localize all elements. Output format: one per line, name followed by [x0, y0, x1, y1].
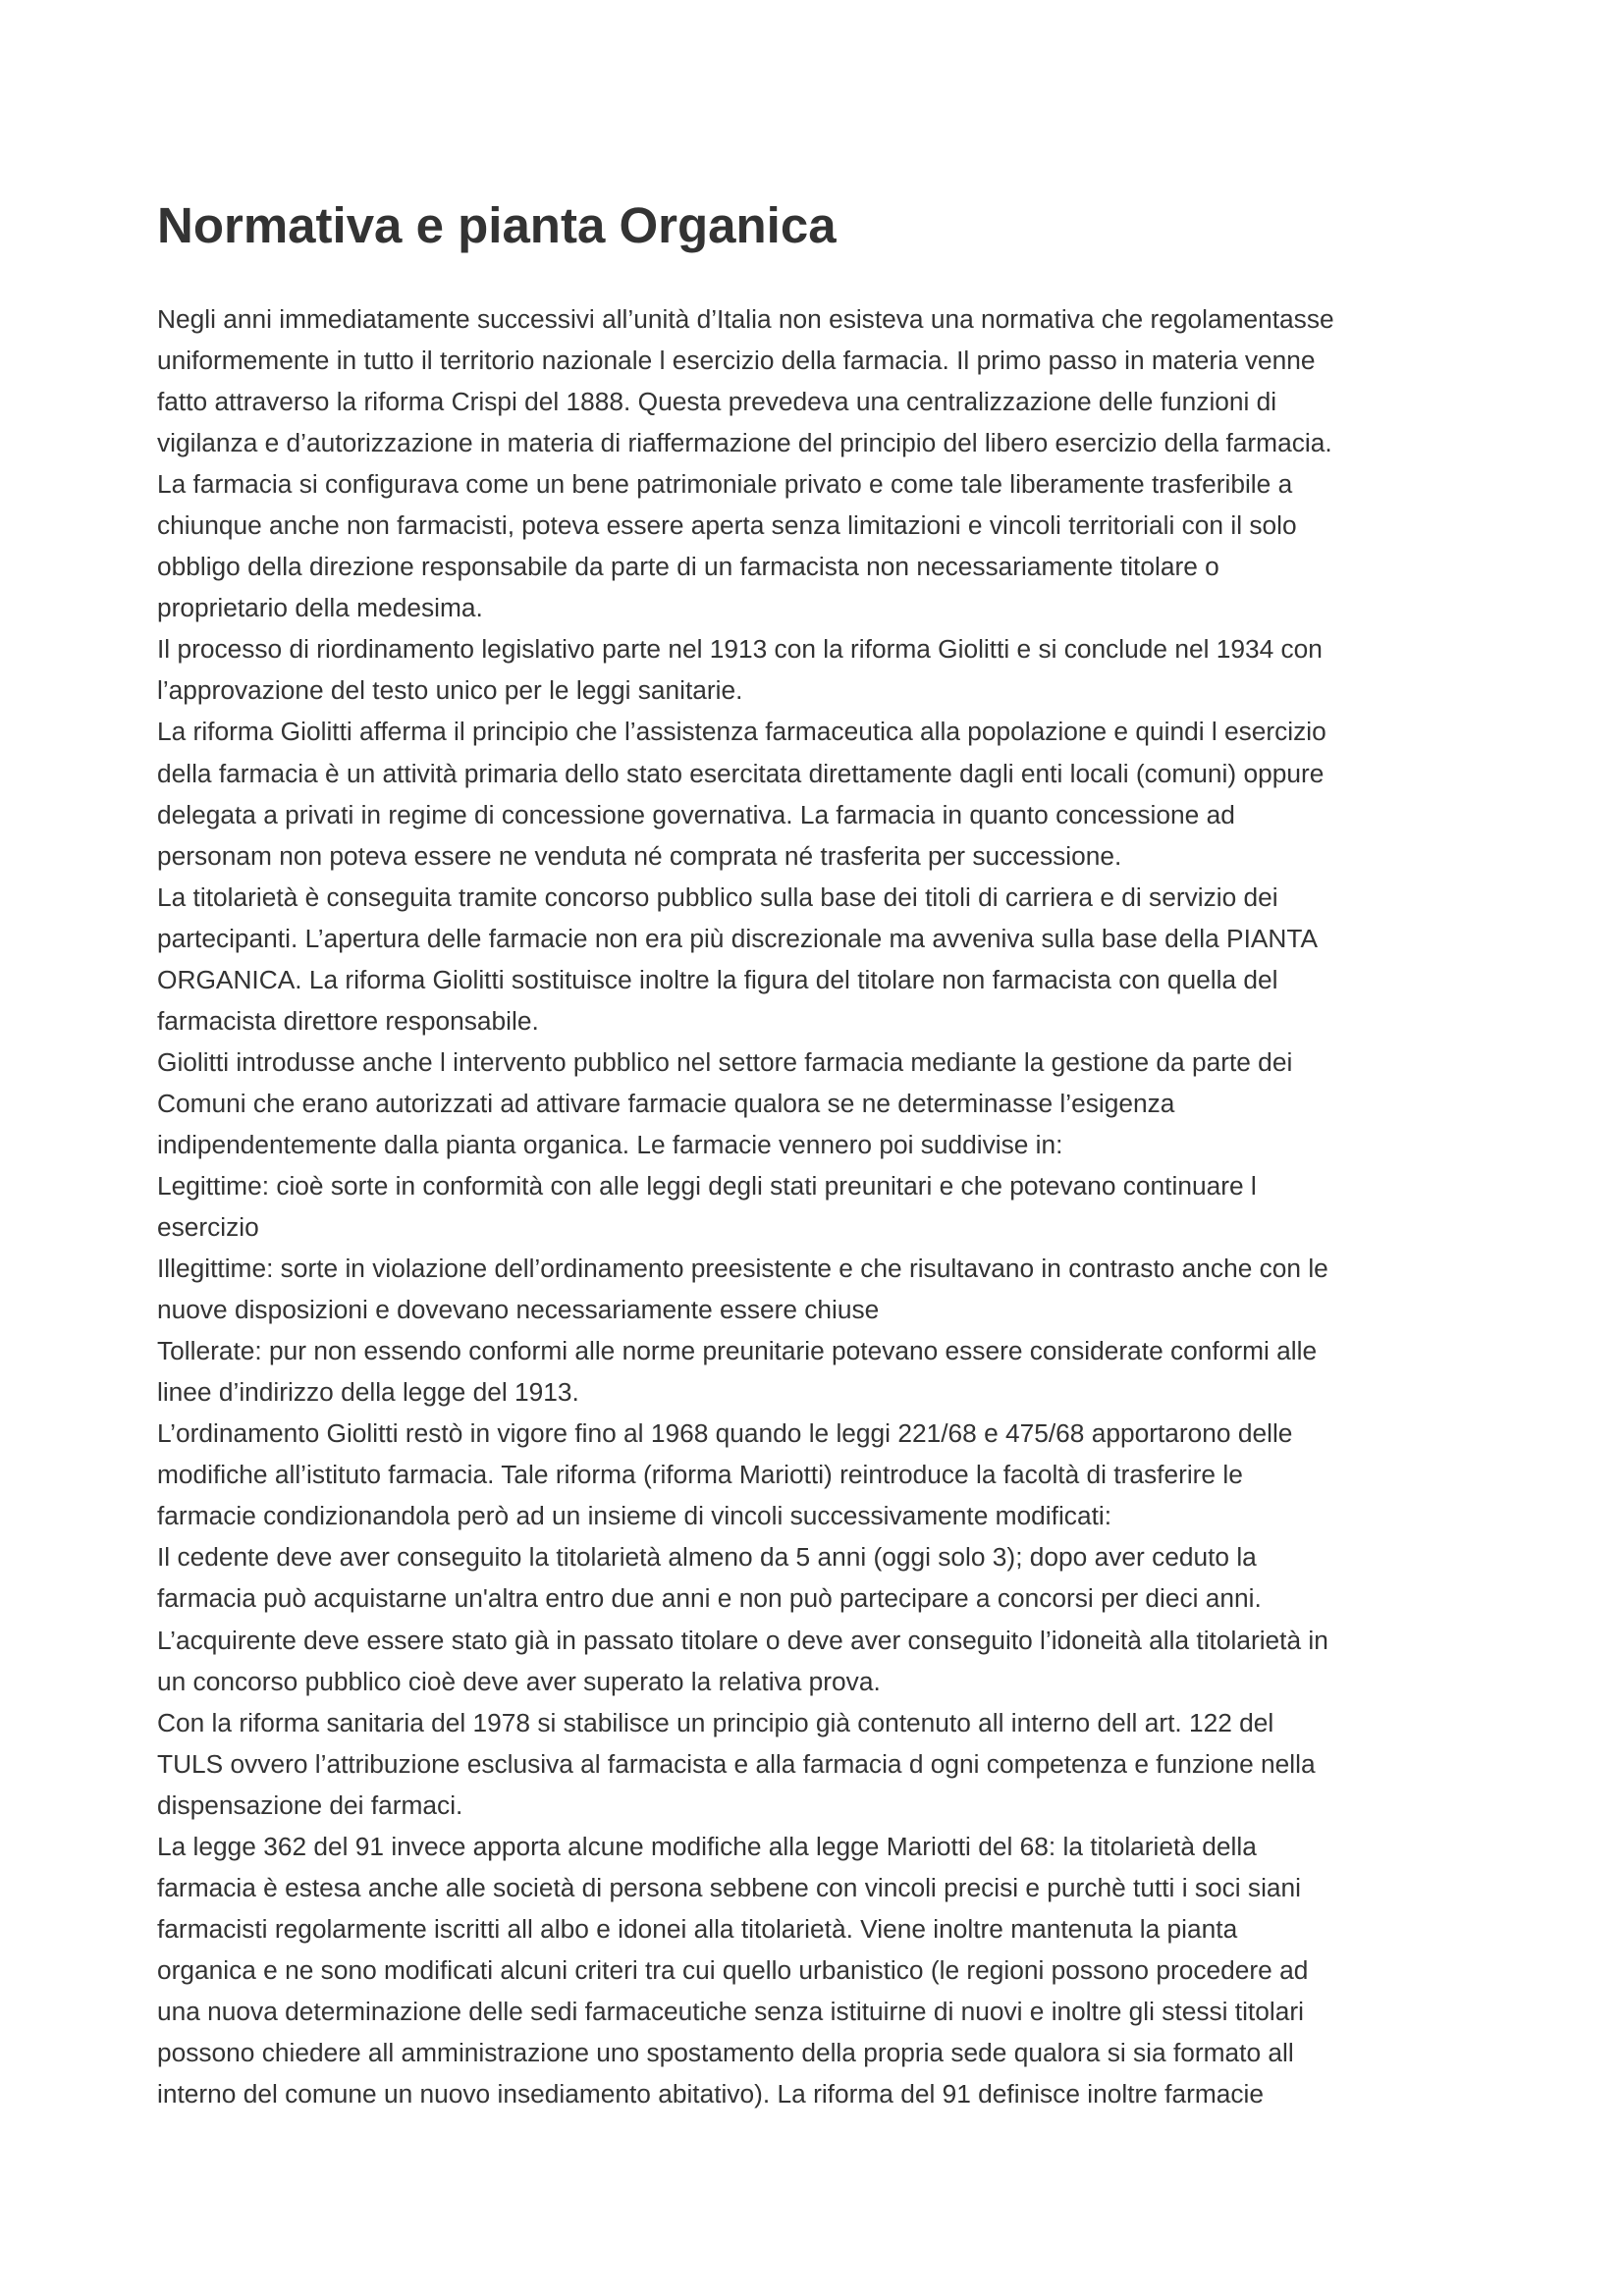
text-line: delegata a privati in regime di concessione governativa. La farmacia in quanto concessione ad	[157, 799, 1235, 829]
text-line: esercizio	[157, 1212, 259, 1243]
text-line: obbligo della direzione responsabile da parte di un farmacista non necessariamente titolare o	[157, 552, 1219, 582]
text-line: farmacista direttore responsabile.	[157, 1005, 539, 1036]
text-line: una nuova determinazione delle sedi farmaceutiche senza istituirne di nuovi e inoltre gli stessi titolari	[157, 1996, 1304, 2026]
text-line: Comuni che erano autorizzati ad attivare farmacie qualora se ne determinasse l’esigenza	[157, 1088, 1175, 1118]
text-line: possono chiedere all amministrazione uno spostamento della propria sede qualora si sia formato all	[157, 2037, 1294, 2067]
text-line: Giolitti introdusse anche l intervento pubblico nel settore farmacia mediante la gestione da parte dei	[157, 1046, 1293, 1077]
text-line: organica e ne sono modificati alcuni criteri tra cui quello urbanistico (le regioni possono procedere ad	[157, 1954, 1309, 1985]
text-line: TULS ovvero l’attribuzione esclusiva al farmacista e alla farmacia d ogni competenza e funzione nella	[157, 1748, 1316, 1779]
text-line: modifiche all’istituto farmacia. Tale riforma (riforma Mariotti) reintroduce la facoltà di trasferire le	[157, 1460, 1243, 1490]
text-line: Con la riforma sanitaria del 1978 si stabilisce un principio già contenuto all interno dell art. 122 del	[157, 1707, 1274, 1737]
text-line: La riforma Giolitti afferma il principio che l’assistenza farmaceutica alla popolazione e quindi l esercizio	[157, 717, 1326, 747]
text-line: l’approvazione del testo unico per le leggi sanitarie.	[157, 675, 743, 706]
text-line: interno del comune un nuovo insediamento abitativo). La riforma del 91 definisce inoltre farmacie	[157, 2079, 1265, 2109]
text-line: Legittime: cioè sorte in conformità con alle leggi degli stati preunitari e che potevano continuare l	[157, 1170, 1257, 1201]
text-line: Negli anni immediatamente successivi all’unità d’Italia non esisteva una normativa che regolamentasse	[157, 304, 1334, 334]
text-line: farmacisti regolarmente iscritti all albo e idonei alla titolarietà. Viene inoltre mantenuta la pianta	[157, 1913, 1238, 1944]
text-line: un concorso pubblico cioè deve aver superato la relativa prova.	[157, 1666, 881, 1696]
text-line: La legge 362 del 91 invece apporta alcune modifiche alla legge Mariotti del 68: la titolarietà della	[157, 1831, 1257, 1861]
text-line: fatto attraverso la riforma Crispi del 1888. Questa prevedeva una centralizzazione delle funzioni di	[157, 387, 1277, 417]
text-line: nuove disposizioni e dovevano necessariamente essere chiuse	[157, 1295, 880, 1325]
page-title: Normativa e pianta Organica	[157, 197, 837, 253]
text-line: Illegittime: sorte in violazione dell’ordinamento preesistente e che risultavano in contrasto anche con le	[157, 1254, 1328, 1284]
text-line: proprietario della medesima.	[157, 593, 483, 623]
body-text	[157, 298, 1512, 2114]
text-line: personam non poteva essere ne venduta né comprata né trasferita per successione.	[157, 840, 1122, 871]
text-line: farmacia può acquistarne un'altra entro due anni e non può partecipare a concorsi per dieci anni.	[157, 1583, 1262, 1614]
text-line: L’ordinamento Giolitti restò in vigore fino al 1968 quando le leggi 221/68 e 475/68 apportarono delle	[157, 1418, 1293, 1449]
text-line: Tollerate: pur non essendo conformi alle norme preunitarie potevano essere considerate conformi alle	[157, 1336, 1318, 1366]
text-line: Il cedente deve aver conseguito la titolarietà almeno da 5 anni (oggi solo 3); dopo aver ceduto la	[157, 1542, 1257, 1573]
text-line: indipendentemente dalla pianta organica. Le farmacie vennero poi suddivise in:	[157, 1129, 1063, 1159]
text-line: partecipanti. L’apertura delle farmacie non era più discrezionale ma avveniva sulla base della PIANTA	[157, 923, 1319, 953]
text-line: linee d’indirizzo della legge del 1913.	[157, 1377, 579, 1408]
text-line: La titolarietà è conseguita tramite concorso pubblico sulla base dei titoli di carriera e di servizio dei	[157, 881, 1278, 912]
text-line: chiunque anche non farmacisti, poteva essere aperta senza limitazioni e vincoli territoriali con il solo	[157, 510, 1297, 541]
text-line: della farmacia è un attività primaria dello stato esercitata direttamente dagli enti locali (comuni) oppure	[157, 758, 1325, 788]
text-line: farmacia è estesa anche alle società di persona sebbene con vincoli precisi e purchè tutti i soci siani	[157, 1872, 1302, 1902]
text-line: dispensazione dei farmaci.	[157, 1789, 463, 1820]
text-line: uniformemente in tutto il territorio nazionale l esercizio della farmacia. Il primo passo in materia venne	[157, 346, 1316, 376]
text-line: Il processo di riordinamento legislativo parte nel 1913 con la riforma Giolitti e si conclude nel 1934 con	[157, 634, 1323, 665]
text-line: L’acquirente deve essere stato già in passato titolare o deve aver conseguito l’idoneità alla titolarietà in	[157, 1625, 1328, 1655]
text-line: La farmacia si configurava come un bene patrimoniale privato e come tale liberamente trasferibile a	[157, 469, 1293, 500]
text-line: vigilanza e d’autorizzazione in materia di riaffermazione del principio del libero esercizio della farmacia.	[157, 428, 1332, 458]
text-line: ORGANICA. La riforma Giolitti sostituisce inoltre la figura del titolare non farmacista con quella del	[157, 964, 1278, 994]
text-line: farmacie condizionandola però ad un insieme di vincoli successivamente modificati:	[157, 1501, 1112, 1531]
